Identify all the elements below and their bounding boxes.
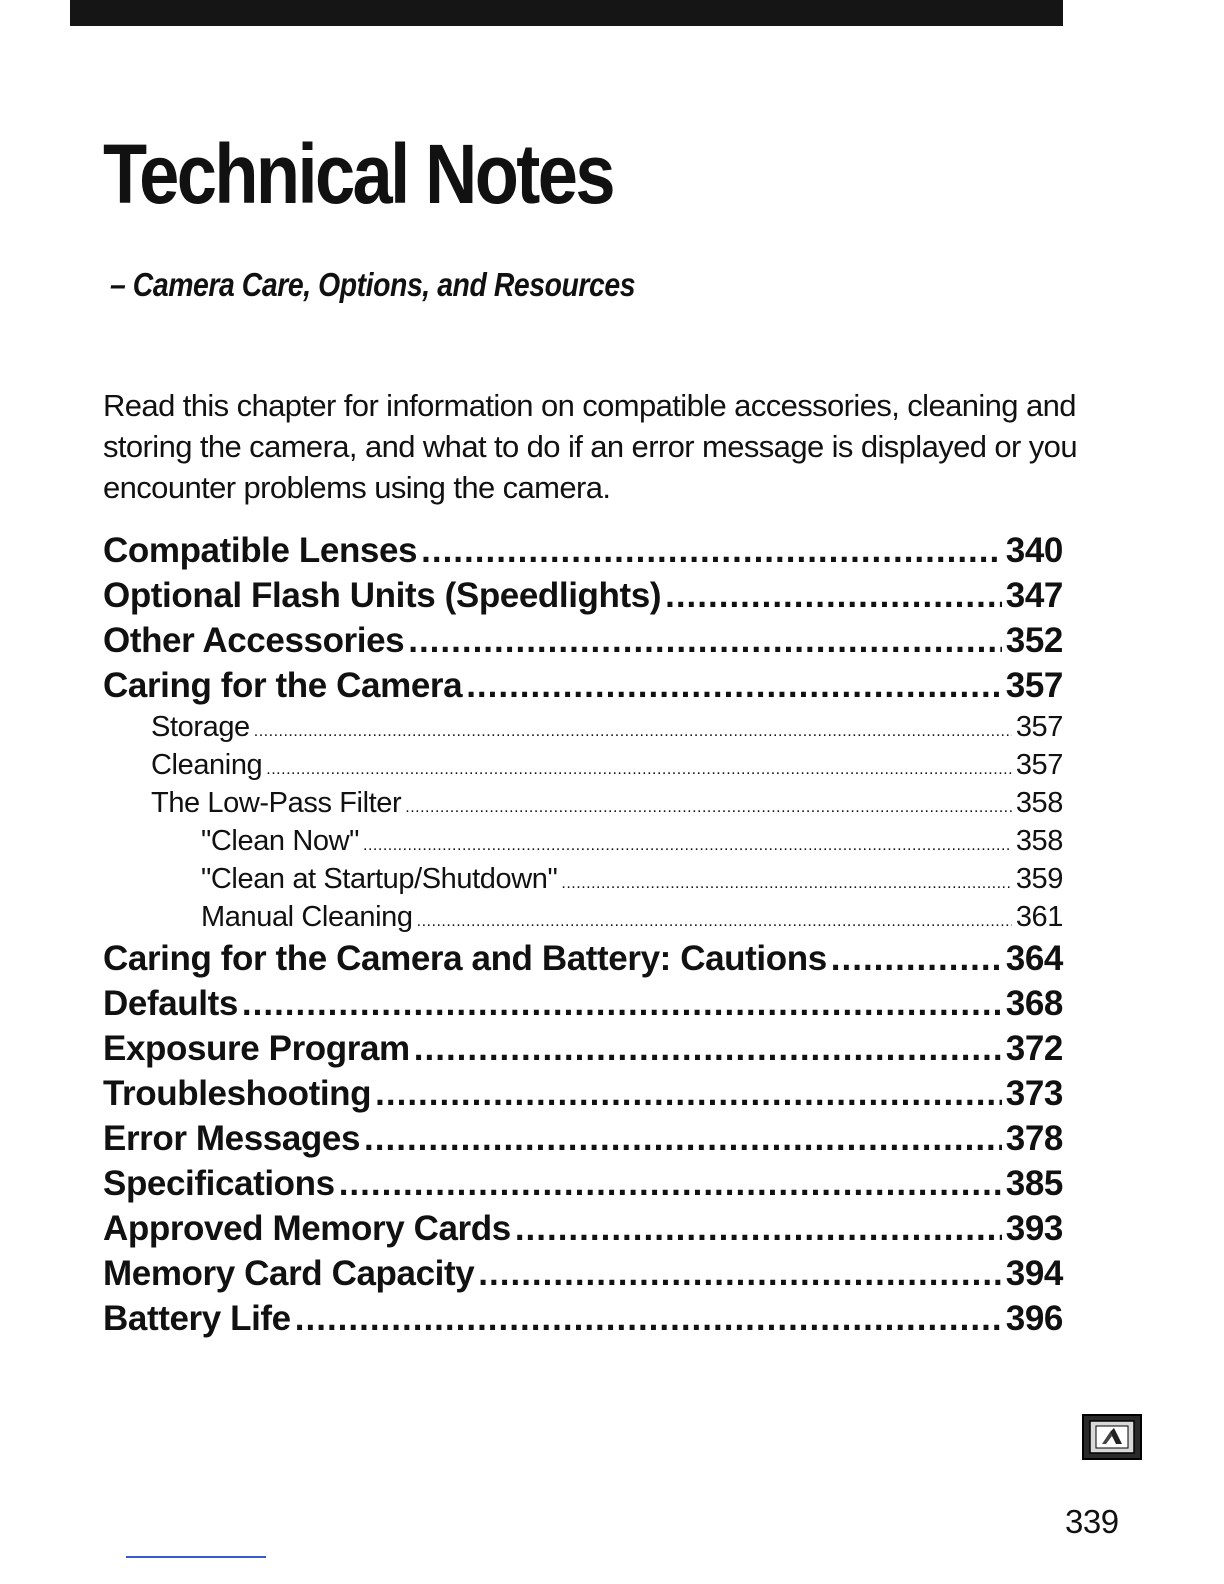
toc-entry-page: 364 [1005, 939, 1063, 978]
toc-dot-leader [561, 865, 1011, 903]
toc-entry-label: Error Messages [103, 1119, 361, 1158]
toc-dot-leader [831, 936, 1002, 981]
toc-dot-leader [421, 528, 1002, 573]
toc-entry[interactable] [103, 1296, 1063, 1341]
toc-dot-leader [414, 1026, 1002, 1071]
toc-dot-leader [375, 1071, 1002, 1116]
toc-entry-label: Storage [151, 711, 250, 743]
toc-entry[interactable] [103, 936, 1063, 981]
toc-entry[interactable] [103, 860, 1063, 898]
toc-entry[interactable] [103, 1026, 1063, 1071]
toc-entry-label: Battery Life [103, 1299, 291, 1338]
toc-entry-page: 394 [1005, 1254, 1063, 1293]
toc-entry-page: 393 [1005, 1209, 1063, 1248]
toc-dot-leader [339, 1161, 1002, 1206]
toc-entry-page: 385 [1005, 1164, 1063, 1203]
toc-entry-page: 357 [1005, 666, 1063, 705]
toc-entry-label: Specifications [103, 1164, 335, 1203]
toc-dot-leader [254, 713, 1012, 751]
toc-entry[interactable] [103, 1071, 1063, 1116]
toc-entry[interactable] [103, 898, 1063, 936]
toc-entry[interactable] [103, 746, 1063, 784]
toc-dot-leader [295, 1296, 1002, 1341]
toc-entry[interactable] [103, 708, 1063, 746]
toc-entry-page: 358 [1015, 787, 1063, 819]
toc-entry[interactable] [103, 528, 1063, 573]
toc-entry-label: Manual Cleaning [201, 901, 413, 933]
toc-entry[interactable] [103, 1161, 1063, 1206]
toc-entry-page: 357 [1015, 749, 1063, 781]
toc-entry[interactable] [103, 981, 1063, 1026]
bottom-rule [126, 1556, 266, 1558]
toc-entry[interactable] [103, 618, 1063, 663]
toc-entry[interactable] [103, 1206, 1063, 1251]
toc-entry-label: Memory Card Capacity [103, 1254, 475, 1293]
toc-entry-label: "Clean at Startup/Shutdown" [201, 863, 558, 895]
toc-dot-leader [364, 1116, 1002, 1161]
toc-entry-page: 359 [1015, 863, 1063, 895]
toc-dot-leader [405, 789, 1012, 827]
toc-dot-leader [665, 573, 1002, 618]
table-of-contents [103, 528, 1063, 1341]
toc-entry[interactable] [103, 784, 1063, 822]
toc-entry[interactable] [103, 1251, 1063, 1296]
toc-entry-page: 368 [1005, 984, 1063, 1023]
toc-entry-page: 357 [1015, 711, 1063, 743]
toc-entry-label: Other Accessories [103, 621, 405, 660]
toc-entry-label: Caring for the Camera [103, 666, 463, 705]
toc-entry-label: Defaults [103, 984, 238, 1023]
toc-entry-page: 347 [1005, 576, 1063, 615]
chapter-intro: Read this chapter for information on compatible accessories, cleaning and storing the camera, and what to do if an error message is displayed or you encounter problems using the camera. [103, 388, 1077, 505]
toc-entry-page: 358 [1015, 825, 1063, 857]
toc-entry-page: 378 [1005, 1119, 1063, 1158]
toc-entry-label: Optional Flash Units (Speedlights) [103, 576, 662, 615]
toc-dot-leader [408, 618, 1002, 663]
toc-entry[interactable] [103, 822, 1063, 860]
toc-entry-page: 352 [1005, 621, 1063, 660]
toc-entry[interactable] [103, 1116, 1063, 1161]
toc-entry-label: "Clean Now" [201, 825, 360, 857]
page-subtitle: – Camera Care, Options, and Resources [110, 266, 636, 303]
toc-entry-page: 361 [1015, 901, 1063, 933]
toc-entry[interactable] [103, 573, 1063, 618]
toc-entry-label: Caring for the Camera and Battery: Cautions [103, 939, 827, 978]
toc-entry-label: Troubleshooting [103, 1074, 372, 1113]
toc-entry-label: Compatible Lenses [103, 531, 418, 570]
toc-dot-leader [515, 1206, 1002, 1251]
toc-dot-leader [242, 981, 1002, 1026]
toc-entry-label: Exposure Program [103, 1029, 410, 1068]
toc-dot-leader [478, 1251, 1002, 1296]
toc-entry[interactable] [103, 663, 1063, 708]
technical-notes-tab-icon [1082, 1414, 1142, 1460]
page-number: 339 [1065, 1503, 1119, 1540]
toc-entry-page: 396 [1005, 1299, 1063, 1338]
toc-entry-label: Approved Memory Cards [103, 1209, 511, 1248]
toc-entry-page: 372 [1005, 1029, 1063, 1068]
top-header-bar [70, 0, 1063, 26]
toc-entry-page: 373 [1005, 1074, 1063, 1113]
toc-dot-leader [466, 663, 1002, 708]
toc-entry-label: The Low-Pass Filter [151, 787, 402, 819]
page-title: Technical Notes [103, 127, 613, 221]
toc-entry-page: 340 [1005, 531, 1063, 570]
toc-entry-label: Cleaning [151, 749, 263, 781]
